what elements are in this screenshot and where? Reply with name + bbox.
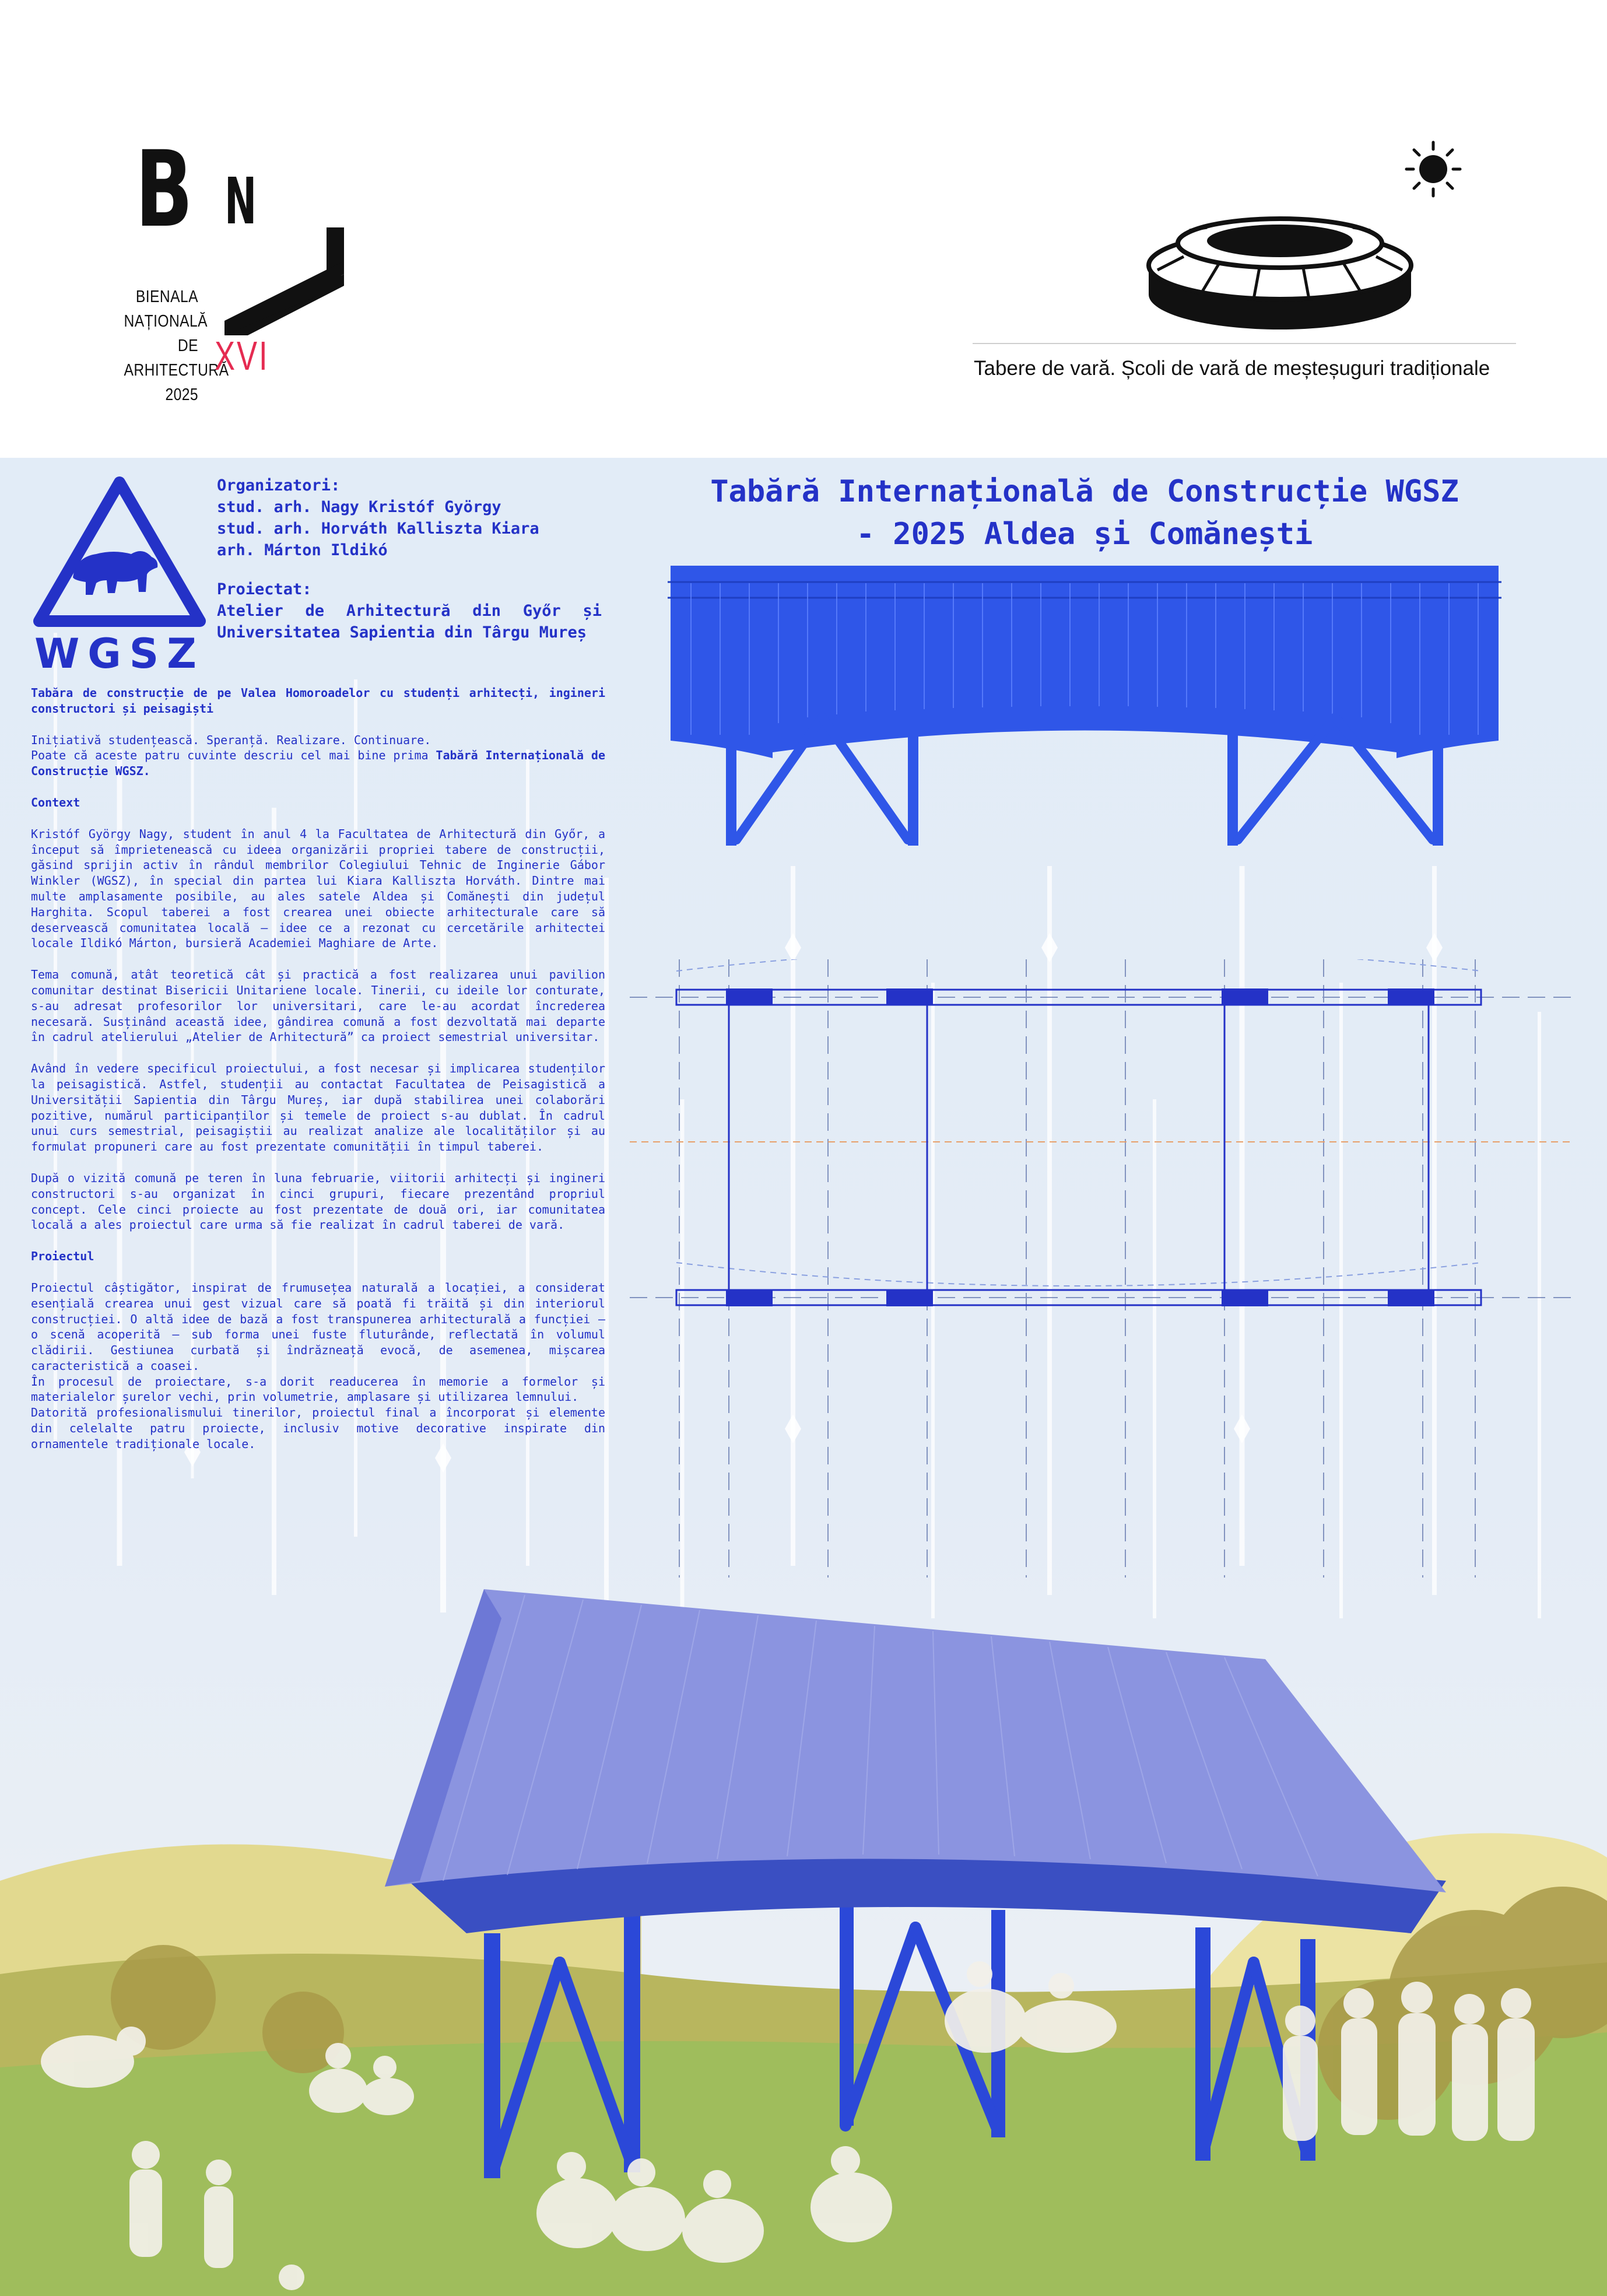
- bna-logo-letter-b: B: [135, 129, 193, 251]
- project-paragraph: Proiectul câștigător, inspirat de frumusețea naturală a locației, a considerat esențială crearea unui gest vizual care să poată fi trăită și din interiorul construcției. O altă idee de bază a fost transpunerea arhitecturală a funcției – o scenă acoperită – sub forma unei fuste fluturânde, reflectată în volumul clădirii. Gestiunea curbată și îndrăzneață evocă, de asemenea, mișcarea caracteristică a coasei.: [31, 1280, 605, 1373]
- project-heading: Proiectul: [31, 1249, 94, 1264]
- pavilion-elevation-drawing: [668, 566, 1501, 846]
- pavilion-plan-drawing: [630, 959, 1574, 1578]
- lead-paragraph: Tabăra de construcție de pe Valea Homoroadelor cu studenți arhitecți, ingineri constructori și peisagiști: [31, 686, 605, 716]
- project-paragraph: Datorită profesionalismului tinerilor, proiectul final a încorporat și elemente din celelalte patru proiecte, inclusiv motive decorative inspirate din ornamentele tradiționale locale.: [31, 1405, 605, 1451]
- logo-line: NAȚIONALĂ: [124, 312, 208, 331]
- organizer-name: arh. Márton Ildikó: [217, 541, 388, 559]
- wgsz-logo: [32, 475, 207, 674]
- design-text: Atelier de Arhitectură din Győr și Universitatea Sapientia din Târgu Mureș: [217, 601, 602, 642]
- poster-panel: [0, 458, 1607, 2296]
- context-paragraph: După o vizită comună pe teren în luna februarie, viitorii arhitecți și ingineri constructori s-au organizat în cinci grupuri, fiecare prezentând propriul concept. Cele cinci proiecte au fost prezentate de două ori, iar comunitatea locală a ales proiectul care urma să fie realizat în cadrul taberei de vară.: [31, 1170, 605, 1232]
- bna-logo-wordmark: [111, 285, 229, 407]
- bear-icon: [73, 551, 157, 595]
- stadium-ring-icon: [1143, 201, 1417, 332]
- poster-title: [665, 471, 1504, 556]
- context-heading: Context: [31, 795, 80, 809]
- design-heading: Proiectat:: [217, 580, 312, 598]
- bna-logo-letter-a-shape: [224, 227, 344, 335]
- intro-bold-text: Tabără Internațională de Construcție WGSZ.: [31, 748, 606, 779]
- poster-title-line1: Tabără Internațională de Construcție WGSZ: [710, 474, 1459, 509]
- organizer-name: stud. arh. Nagy Kristóf György: [217, 497, 501, 516]
- context-paragraph: Kristóf György Nagy, student în anul 4 la Facultatea de Arhitectură din Győr, a început să împrietenească cu ideea organizării propriei tabere de construcții, găsind sprijin activ în rândul membrilor Colegiului Tehnic de Inginerie Gábor Winkler (WGSZ), în special din partea lui Kiara Kalliszta Horváth. Dintre mai multe amplasamente posibile, au ales satele Aldea și Comănești din județul Harghita. Scopul taberei a fost crearea unei obiecte arhitecturale care să deservească comunitatea locală – idee ce a rezonat cu cercetările arhitectei locale Ildikó Márton, bursieră Academiei Maghiare de Arte.: [31, 826, 605, 951]
- tagline-divider: [973, 343, 1516, 344]
- context-paragraph: Tema comună, atât teoretică cât și practică a fost realizarea unui pavilion comunitar destinat Bisericii Unitariene locale. Tinerii, cu ideile lor conturate, s-au adresat profesorilor lor universitari, care le-au acordat încrederea necesară. Susținând această idee, gândirea comună a fost dezvoltată mai departe în cadrul atelierului „Atelier de Arhitectură” ca proiect semestrial universitar.: [31, 968, 605, 1044]
- logo-line: ARHITECTURĂ: [124, 361, 229, 380]
- body-text: [31, 685, 605, 1468]
- bna-logo-letter-n: N: [224, 164, 257, 239]
- wgsz-logo-text: WGSZ: [34, 630, 205, 674]
- intro-line: Inițiativă studențească. Speranță. Realizare. Continuare.: [31, 732, 431, 747]
- context-paragraph: Având în vedere specificul proiectului, a fost necesar și implicarea studenților la peisagistică. Astfel, studenții au contactat Facultatea de Peisagistică a Universității Sapientia din Târgu Mureș, iar după stabilirea unei colaborări pozitive, numărul participanților și temele de proiect s-au dublat. În cadrul unui curs semestrial, peisagiștii au realizat analize ale localităților și au formulat propuneri care au fost prezentate comunității în timpul taberei.: [31, 1061, 605, 1154]
- organizers-heading: Organizatori:: [217, 476, 341, 495]
- organizer-name: stud. arh. Horváth Kalliszta Kiara: [217, 519, 539, 538]
- edition-number: XVI: [215, 333, 269, 378]
- credits: [217, 475, 602, 644]
- tagline: Tabere de vară. Școli de vară de meșteșuguri tradiționale: [974, 357, 1490, 380]
- intro-text: Poate că aceste patru cuvinte descriu cel mai bine prima: [31, 748, 436, 763]
- logo-line: BIENALA: [135, 288, 198, 306]
- pavilion-render-scene: [0, 1554, 1607, 2296]
- header: [0, 0, 1607, 458]
- sun-icon: [1404, 140, 1462, 198]
- logo-line: DE: [177, 336, 198, 356]
- intro-paragraph: [31, 748, 605, 779]
- poster-title-line2: - 2025 Aldea și Comănești: [856, 516, 1313, 552]
- logo-line: 2025: [165, 385, 198, 405]
- project-paragraph: În procesul de proiectare, s-a dorit readucerea în memorie a formelor și materialelor șurelor vechi, prin volumetrie, amplasare și utilizarea lemnului.: [31, 1374, 605, 1404]
